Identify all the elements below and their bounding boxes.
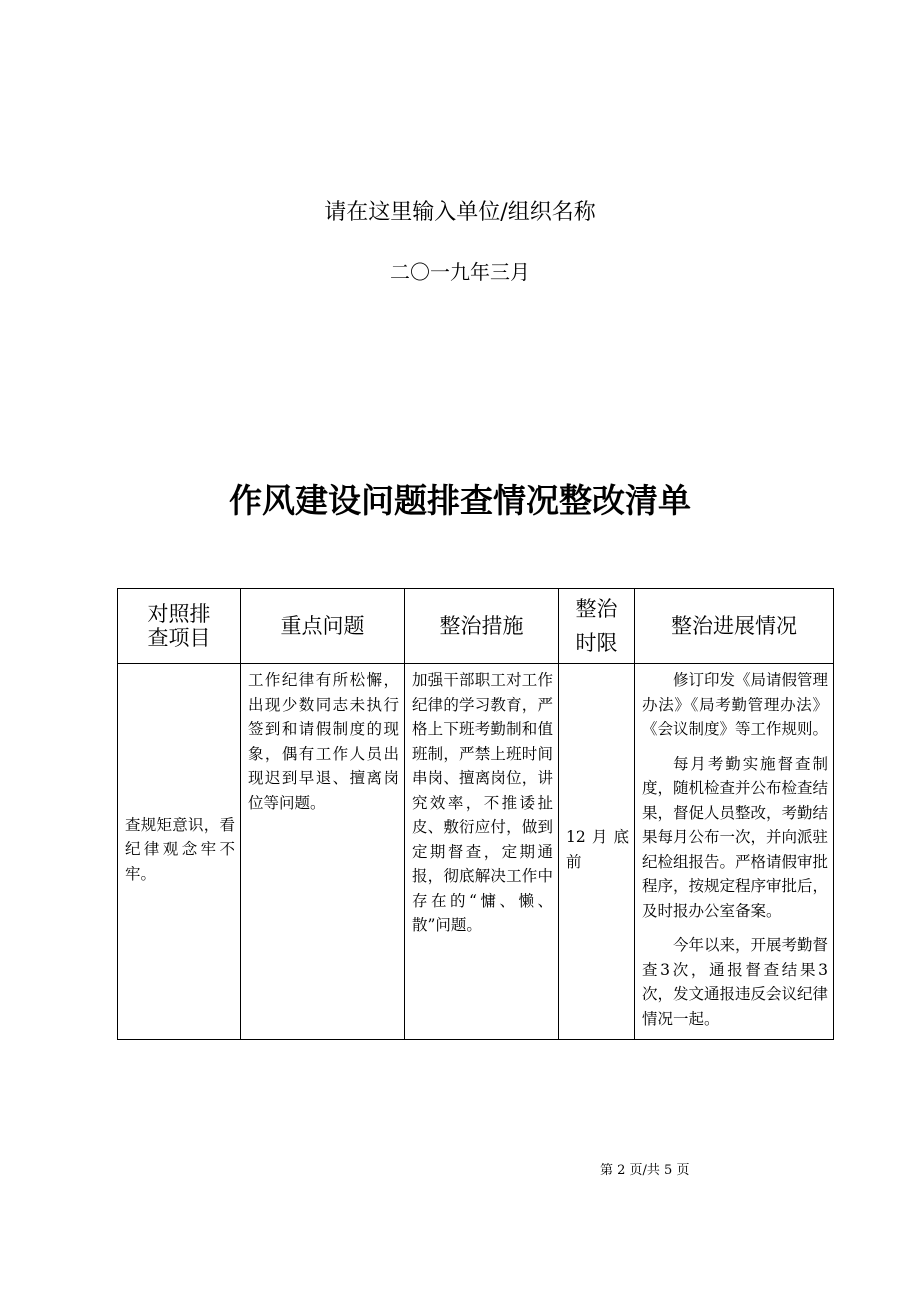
table-header-row	[118, 589, 834, 664]
rectification-table	[117, 588, 834, 1040]
progress-paragraph: 每月考勤实施督查制度，随机检查并公布检查结果，督促人员整改，考勤结果每月公布一次，并向派驻纪检组报告。严格请假审批程序，按规定程序审批后，及时报办公室备案。	[642, 754, 829, 920]
table-row	[118, 664, 834, 1040]
column-header-item: 对照排查项目	[118, 589, 241, 664]
page-title: 作风建设问题排查情况整改清单	[229, 481, 691, 520]
document-date: 二〇一九年三月	[390, 260, 530, 284]
column-header-problem: 重点问题	[241, 589, 405, 664]
progress-paragraph: 今年以来，开展考勤督查3次，通报督查结果3次，发文通报违反会议纪律情况一起。	[642, 936, 829, 1028]
cell-item: 查规矩意识，看纪律观念牢不牢。	[118, 664, 241, 1040]
column-header-progress: 整治进展情况	[635, 589, 834, 664]
column-header-deadline: 整治时限	[559, 589, 635, 664]
cell-deadline: 12月底前	[559, 664, 635, 1040]
cell-measure: 加强干部职工对工作纪律的学习教育，严格上下班考勤制和值班制，严禁上班时间串岗、擅离岗位，讲究效率，不推诿扯皮、敷衍应付，做到定期督查，定期通报，彻底解决工作中存在的“慵、懒、散”问题。	[405, 664, 559, 1040]
organization-name: 请在这里输入单位/组织名称	[324, 200, 596, 225]
cell-progress	[635, 664, 834, 1040]
page-number: 第 2 页/共 5 页	[600, 1163, 690, 1178]
cell-problem: 工作纪律有所松懈，出现少数同志未执行签到和请假制度的现象，偶有工作人员出现迟到早退、擅离岗位等问题。	[241, 664, 405, 1040]
progress-paragraph: 修订印发《局请假管理办法》《局考勤管理办法》《会议制度》等工作规则。	[642, 671, 829, 738]
column-header-measure: 整治措施	[405, 589, 559, 664]
